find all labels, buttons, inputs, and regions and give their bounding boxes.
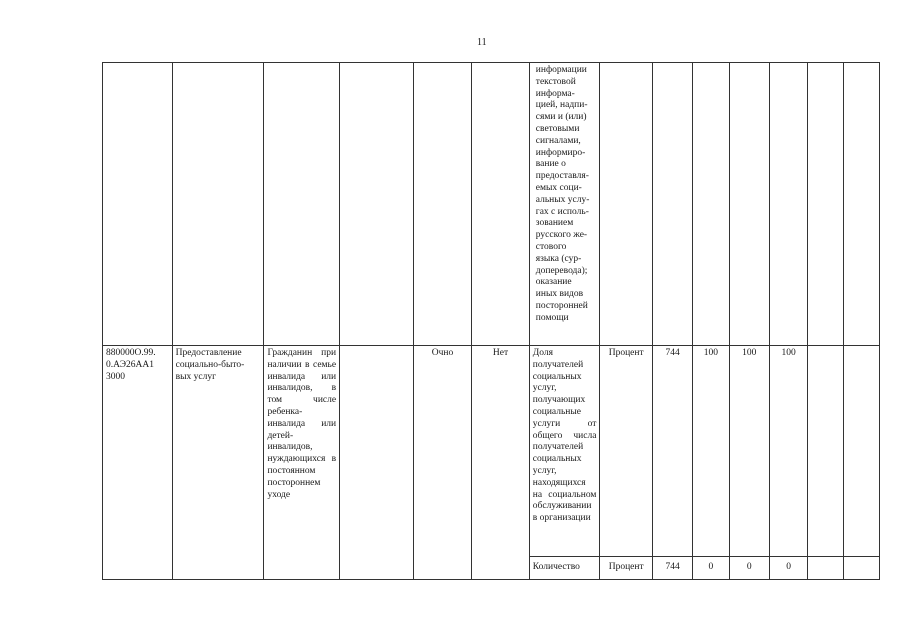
- cell-empty: [340, 346, 414, 580]
- cell-empty: [472, 63, 530, 346]
- indicator-name: Количество: [529, 557, 600, 580]
- cell-empty: [769, 63, 807, 346]
- cell-empty: [652, 63, 692, 346]
- service-table: [102, 62, 880, 580]
- recipient-category: Гражданин при наличии в семье инвалида или инвалидов, в том числе ребенка-инвалида или детей-инвалидов, нуждающихся в постоянном постороннем уходе: [264, 346, 340, 580]
- indicator-okei: 744: [652, 557, 692, 580]
- service-form: Очно: [413, 346, 472, 580]
- cell-empty: [413, 63, 472, 346]
- indicator-okei: 744: [652, 346, 692, 557]
- cell-empty: [843, 557, 879, 580]
- indicator-value-2: 0: [729, 557, 769, 580]
- cell-empty: [843, 63, 879, 346]
- cell-empty: [264, 63, 340, 346]
- indicator-value-1: 0: [693, 557, 729, 580]
- indicator-value-3: 0: [769, 557, 807, 580]
- cell-empty: [340, 63, 414, 346]
- indicator-value-1: 100: [693, 346, 729, 557]
- cell-empty: [808, 63, 843, 346]
- cell-empty: [103, 63, 173, 346]
- service-code: 880000О.99. 0.АЭ26АА1 3000: [103, 346, 173, 580]
- service-name: Предоставление социально-быто- вых услуг: [172, 346, 264, 580]
- continued-indicator-text: информации текстовой информа- цией, надпи- сями и (или) световыми сигналами, информиро- вание о предоставля- емых соци- альных услу- гах с исполь- зованием русского же- стового языка (сур- доперевода); оказание иных видов посторонней помощи: [529, 63, 600, 346]
- service-row: [103, 346, 880, 557]
- service-flag: Нет: [472, 346, 530, 580]
- cell-empty: [729, 63, 769, 346]
- indicator-name: Доля получателей социальных услуг, получающих социальные услуги от общего числа получателей социальных услуг, находящихся на социальном обслуживании в организации: [529, 346, 600, 557]
- continuation-row: [103, 63, 880, 346]
- page-number: 11: [477, 37, 487, 48]
- cell-empty: [600, 63, 652, 346]
- cell-empty: [693, 63, 729, 346]
- cell-empty: [808, 557, 843, 580]
- indicator-value-3: 100: [769, 346, 807, 557]
- cell-empty: [808, 346, 843, 557]
- cell-empty: [843, 346, 879, 557]
- cell-empty: [172, 63, 264, 346]
- indicator-unit: Процент: [600, 557, 652, 580]
- indicator-value-2: 100: [729, 346, 769, 557]
- indicator-unit: Процент: [600, 346, 652, 557]
